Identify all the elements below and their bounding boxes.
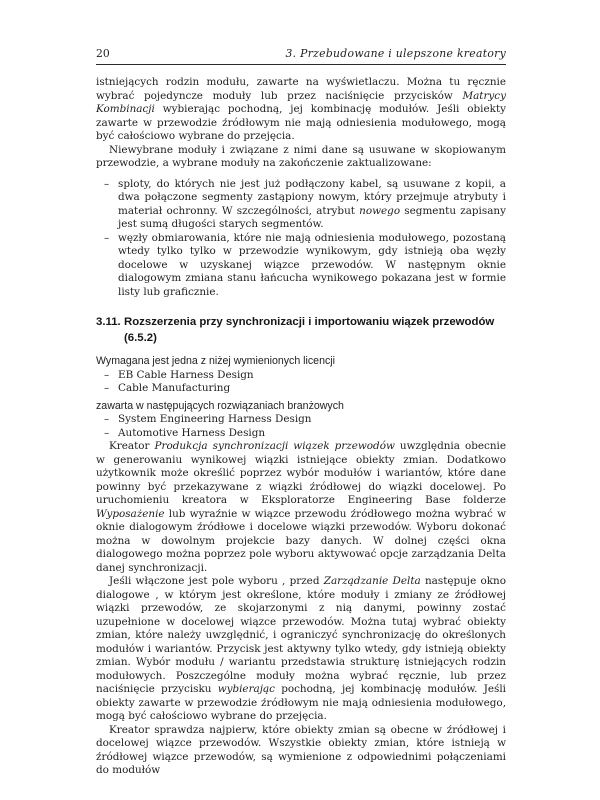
- header-rule: [96, 64, 506, 65]
- list-item: [96, 369, 506, 383]
- section-title: [124, 314, 506, 346]
- italic-text-run: nowego: [359, 204, 401, 217]
- text-run: istniejących rodzin modułu, zawarte na wyświetlaczu. Można tu ręcznie wybrać pojedyncze moduły lub przez naciśnięcie przycisków: [96, 76, 506, 102]
- list-item: [96, 413, 506, 427]
- dash-list: [96, 369, 506, 396]
- dash-bullet-icon: –: [104, 177, 110, 190]
- paragraph: [96, 575, 506, 724]
- text-run: Wymagana jest jedna z niżej wymienionych licencji: [96, 355, 335, 367]
- paragraph: [96, 76, 506, 144]
- italic-text-run: Wyposażenie: [96, 507, 165, 520]
- dash-bullet-icon: –: [104, 413, 110, 425]
- text-run: węzły obmiarowania, które nie mają odniesienia modułowego, pozostaną wtedy tylko tylko w przewodzie wynikowym, gdy istnieją oba węzły docelowe w uzyskanej wiązce przewodów. W następnym oknie dialogowym zmiana stanu łańcucha wynikowego pokazana jest w formie listy lub graficznie.: [118, 231, 506, 298]
- text-run: pochodną, jej kombinację modułów. Jeśli obiekty zawarte w przewodzie źródłowym nie mają odniesienia modułowego, mogą być całościowo wybrane do przejęcia.: [96, 683, 506, 722]
- text-run: lub wyraźnie w wiązce przewodu źródłowego można wybrać w oknie dialogowym źródłowe i docelowe wiązki przewodów. Wyboru dokonać można w dowolnym projekcie bazy danych. W dolnej części okna dialogowego można poprzez pole wyboru aktywować opcje zarządzania Delta danej synchronizacji.: [96, 507, 506, 574]
- section-number: 3.11.: [96, 316, 121, 328]
- italic-text-run: Matrycy Kombinacji: [96, 89, 506, 115]
- list-item: [96, 178, 506, 232]
- running-title: 3. Przebudowane i ulepszone kreatory: [285, 47, 506, 60]
- text-run: zawarta w następujących rozwiązaniach branżowych: [96, 399, 344, 412]
- dash-bullet-icon: –: [104, 426, 110, 439]
- text-run: uwzględnia obecnie w generowaniu wynikowej wiązki istniejące obiekty zmian. Dodatkowo użytkownik może określić poprzez wybór modułów i wariantów, które dane powinny być przekazywane z wiązki źródłowej do wiązki docelowej. Po uruchomieniu kreatora w Eksploratorze Engineering Base folderze: [96, 440, 506, 506]
- dash-bullet-icon: –: [104, 382, 110, 394]
- dash-bullet-icon: –: [104, 231, 110, 244]
- list-item-text: [118, 413, 506, 427]
- text-run: System Engineering Harness Design: [118, 413, 312, 425]
- text-run: Kreator: [109, 440, 155, 452]
- section-title-line: Rozszerzenia przy synchronizacji i importowaniu wiązek przewodów: [124, 316, 495, 328]
- page-header: [96, 48, 506, 60]
- paragraph: [96, 724, 506, 778]
- paragraph: [96, 144, 506, 171]
- dash-list: [96, 178, 506, 300]
- list-item: [96, 232, 506, 300]
- list-item-text: [118, 232, 506, 300]
- text-run: segmentu zapisany jest sumą długości starych segmentów.: [118, 204, 506, 230]
- list-item-text: [118, 369, 506, 383]
- text-run: EB Cable Harness Design: [118, 368, 254, 381]
- text-run: Automotive Harness Design: [118, 426, 266, 439]
- dash-bullet-icon: –: [104, 368, 110, 381]
- text-column: [96, 48, 506, 778]
- text-run: Jeśli włączone jest pole wyboru , przed: [109, 575, 324, 587]
- list-item-text: [118, 382, 506, 396]
- paragraph: [96, 440, 506, 575]
- text-run: następuje okno dialogowe , w którym jest określone, które moduły i zmiany ze źródłowej wiązki przewodów, ze skojarzonymi z nią danymi, powinny zostać uzupełnione w docelowej wiązce przewodów. Można tutaj wybrać obiekty zmian, które należy uwzględnić, i ograniczyć synchronizację do określonych modułów i wariantów. Przycisk jest aktywny tylko wtedy, gdy istnieją obiekty zmian. Wybór modułu / wariantu przedstawia strukturę istniejących rodzin modułowych. Poszczególne moduły można wybrać ręcznie, lub przez naciśnięcie przycisku: [96, 575, 506, 695]
- list-item-text: [118, 427, 506, 441]
- text-run: Kreator sprawdza najpierw, które obiekty zmian są obecne w źródłowej i docelowej wiązce przewodów. Wszystkie obiekty zmian, które istnieją w źródłowej wiązce przewodów, są wymienione z odpowiednimi połączeniami do modułów: [96, 723, 506, 776]
- text-run: Cable Manufacturing: [118, 382, 231, 394]
- italic-text-run: Produkcja synchronizacji wiązek przewodów: [154, 440, 395, 452]
- requirement-line: [96, 355, 506, 369]
- list-item: [96, 382, 506, 396]
- requirement-line: [96, 400, 506, 414]
- page-body: [96, 76, 506, 778]
- text-run: Niewybrane moduły i związane z nimi dane są usuwane w skopiowanym przewodzie, a wybrane moduły na zakończenie zaktualizowane:: [96, 143, 506, 169]
- page-number: 20: [96, 47, 110, 60]
- italic-text-run: wybierając: [217, 683, 275, 695]
- list-item: [96, 427, 506, 441]
- section-title-line: (6.5.2): [124, 332, 157, 344]
- text-run: wybierając pochodną, jej kombinację modułów. Jeśli obiekty zawarte w przewodzie źródłowym nie mają odniesienia modułowego, mogą być całościowo wybrane do przejęcia.: [96, 103, 506, 142]
- dash-list: [96, 413, 506, 440]
- list-item-text: [118, 178, 506, 232]
- section-heading: [96, 314, 506, 346]
- italic-text-run: Zarządzanie Delta: [323, 575, 421, 587]
- text-run: sploty, do których nie jest już podłączony kabel, są usuwane z kopii, a dwa połączone segmenty zastąpiony nowym, który przejmuje atrybuty i materiał ochronny. W szczególności, atrybut: [118, 177, 506, 217]
